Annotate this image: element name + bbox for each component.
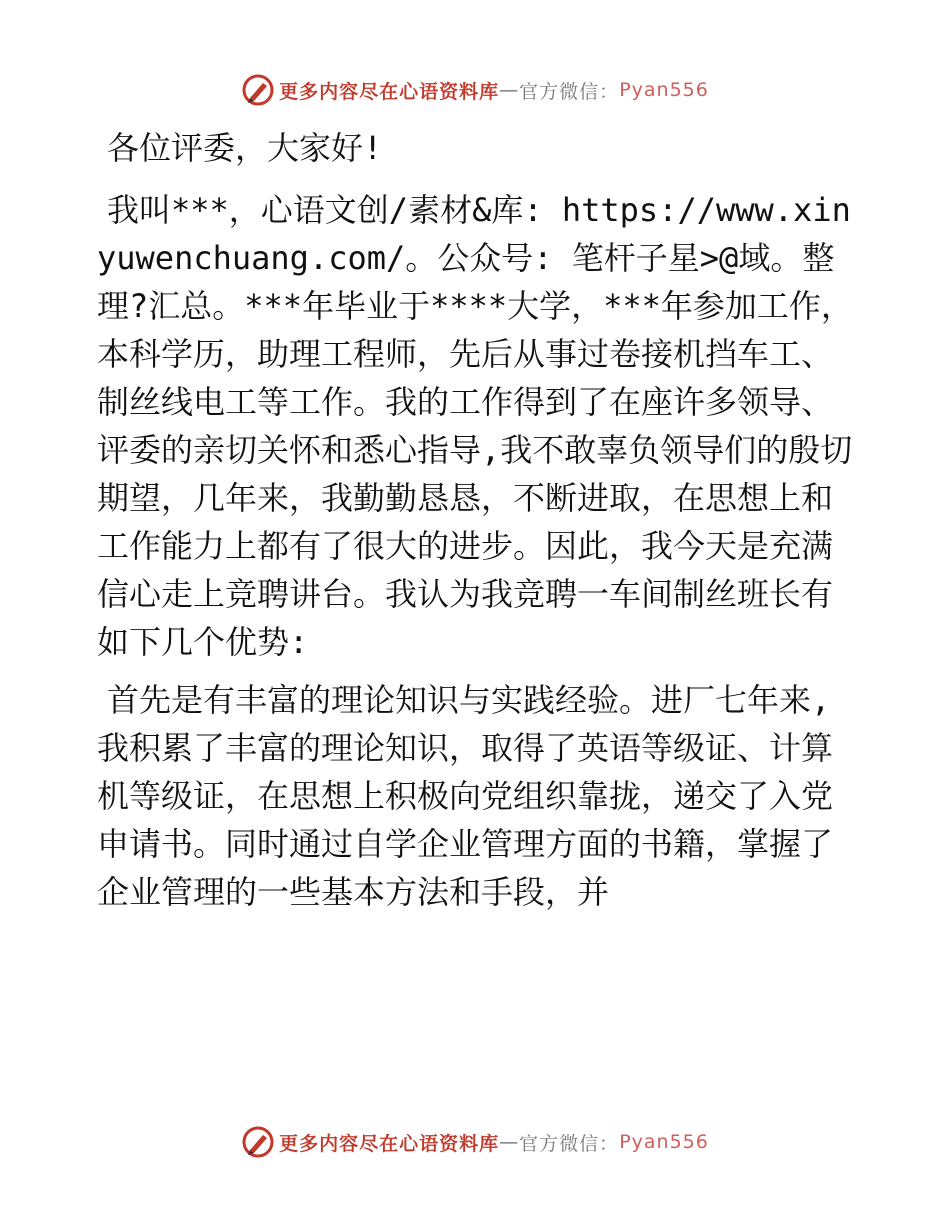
banner-main-text: 更多内容尽在心语资料库 bbox=[279, 80, 500, 103]
pen-logo-icon bbox=[241, 1125, 275, 1159]
paragraph-advantages: 首先是有丰富的理论知识与实践经验。进厂七年来,我积累了丰富的理论知识，取得了英语等级证、计算机等级证，在思想上积极向党组织靠拢，递交了入党申请书。同时通过自学企业管理方面的书籍，掌握了企业管理的一些基本方法和手段，并 bbox=[97, 681, 834, 911]
document-body bbox=[97, 124, 857, 916]
banner-separator: — bbox=[499, 79, 520, 101]
banner-wechat-id: Pyan556 bbox=[619, 79, 709, 101]
paragraph-introduction: 我叫***，心语文创/素材&库: https://www.xinyuwenchuang.com/。公众号: 笔杆子星>@域。整理?汇总。***年毕业于****大学，***年参加工作，本科学历，助理工程师，先后从事过卷接机挡车工、制丝线电工等工作。我的工作得到了在座许多领导、评委的亲切关怀和悉心指导,我不敢辜负领导们的殷切期望，几年来，我勤勤恳恳，不断进取，在思想上和工作能力上都有了很大的进步。因此，我今天是充满信心走上竞聘讲台。我认为我竞聘一车间制丝班长有如下几个优势: bbox=[97, 191, 853, 661]
pen-logo-icon bbox=[241, 73, 275, 107]
banner-separator: — bbox=[499, 1131, 520, 1153]
banner-wechat-id: Pyan556 bbox=[619, 1131, 709, 1153]
header-banner bbox=[0, 72, 950, 108]
greeting: 各位评委，大家好! bbox=[107, 129, 383, 167]
banner-label: 官方微信： bbox=[519, 1132, 620, 1155]
banner-label: 官方微信： bbox=[519, 80, 620, 103]
banner-main-text: 更多内容尽在心语资料库 bbox=[279, 1132, 500, 1155]
footer-banner bbox=[0, 1124, 950, 1160]
